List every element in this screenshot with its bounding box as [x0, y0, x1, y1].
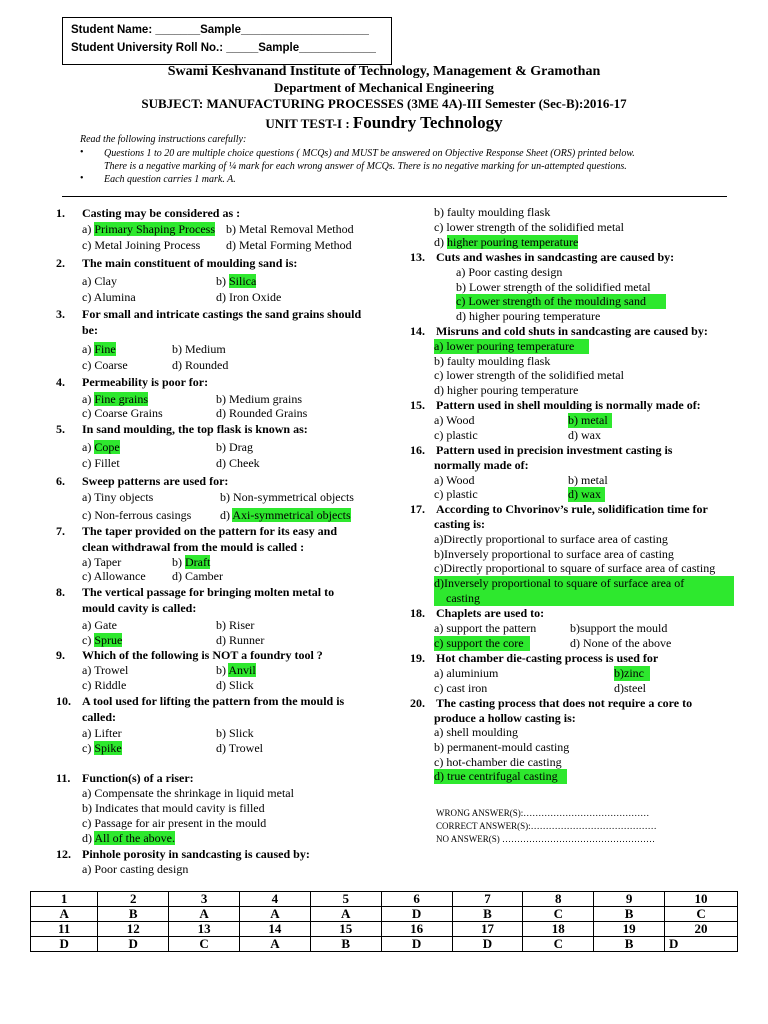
- answer-table-cell: B: [594, 937, 665, 952]
- unit-title: Foundry Technology: [352, 113, 503, 132]
- q14-option-c: c) lower strength of the solidified metal: [434, 368, 624, 382]
- q16-option-a: a) Wood: [434, 473, 475, 487]
- answer-table-cell: C: [523, 907, 594, 922]
- q2-option-c: c) Alumina: [82, 290, 136, 304]
- q15-option-c: c) plastic: [434, 428, 478, 442]
- q20-option-d: d) true centrifugal casting: [434, 769, 567, 784]
- q19-option-c: c) cast iron: [434, 681, 488, 695]
- answer-table-cell: A: [239, 937, 310, 952]
- q8-option-a: a) Gate: [82, 618, 117, 632]
- question-10-cont: called:: [82, 710, 116, 724]
- q11-option-d: d) All of the above.: [82, 831, 175, 845]
- answer-table-cell: 17: [452, 922, 523, 937]
- answer-table-cell: D: [98, 937, 169, 952]
- q6-option-d: d) Axi-symmetrical objects: [220, 508, 351, 522]
- q14-option-a: a) lower pouring temperature: [434, 339, 589, 354]
- answer-table-cell: A: [31, 907, 98, 922]
- q15-option-d: d) wax: [568, 428, 601, 442]
- answer-table-cell: 3: [169, 892, 240, 907]
- answer-table-cell: B: [98, 907, 169, 922]
- q5-option-d: d) Cheek: [216, 456, 260, 470]
- q3-option-b: b) Medium: [172, 342, 226, 356]
- q13-option-d: d) higher pouring temperature: [456, 309, 601, 323]
- q17-option-d: d)Inversely proportional to square of surface area of: [434, 576, 734, 591]
- q1-option-a: a) Primary Shaping Process: [82, 222, 215, 236]
- instructions-intro: Read the following instructions carefully:: [80, 134, 247, 145]
- q6-option-a: a) Tiny objects: [82, 490, 154, 504]
- q13-option-c: c) Lower strength of the moulding sand: [456, 294, 666, 309]
- question-3-cont: be:: [82, 323, 98, 337]
- answer-table: [30, 891, 738, 952]
- bullet-icon: •: [80, 173, 84, 184]
- answer-table-cell: D: [452, 937, 523, 952]
- unit-title-line: [0, 113, 768, 133]
- q8-option-c: c) Sprue: [82, 633, 123, 647]
- answer-table-cell: B: [310, 937, 381, 952]
- q14-option-b: b) faulty moulding flask: [434, 354, 551, 368]
- department-name: Department of Mechanical Engineering: [274, 80, 494, 95]
- answer-table-cell: B: [594, 907, 665, 922]
- q4-option-b: b) Medium grains: [216, 392, 302, 406]
- answer-table-cell: 18: [523, 922, 594, 937]
- q11-option-c: c) Passage for air present in the mould: [82, 816, 267, 830]
- answer-table-cell: 19: [594, 922, 665, 937]
- answer-table-row: [31, 922, 738, 937]
- answer-table-cell: C: [523, 937, 594, 952]
- q1-option-b: b) Metal Removal Method: [226, 222, 354, 236]
- q15-option-a: a) Wood: [434, 413, 475, 427]
- q11-option-a: a) Compensate the shrinkage in liquid metal: [82, 786, 294, 800]
- q19-option-a: a) aluminium: [434, 666, 499, 680]
- q9-option-a: a) Trowel: [82, 663, 129, 677]
- q1-option-c: c) Metal Joining Process: [82, 238, 201, 252]
- q2-option-d: d) Iron Oxide: [216, 290, 282, 304]
- answer-table-cell: B: [452, 907, 523, 922]
- answer-table-cell: C: [169, 937, 240, 952]
- instruction-1-line-1: Questions 1 to 20 are multiple choice questions ( MCQs) and MUST be answered on Objective Response Sheet (ORS) printed below.: [104, 148, 635, 159]
- q17-option-b: b)Inversely proportional to surface area of casting: [434, 547, 674, 561]
- q8-option-b: b) Riser: [216, 618, 255, 632]
- q18-option-c: c) support the core: [434, 636, 530, 651]
- q7-option-d: d) Camber: [172, 569, 223, 583]
- q10-option-c: c) Spike: [82, 741, 122, 755]
- q3-option-c: c) Coarse: [82, 358, 128, 372]
- q20-option-c: c) hot-chamber die casting: [434, 755, 562, 769]
- answer-table-cell: 4: [239, 892, 310, 907]
- wrong-answers-line: WRONG ANSWER(S):……………………………………: [436, 808, 650, 818]
- answer-table-cell: 20: [665, 922, 738, 937]
- student-info-box: [62, 17, 392, 65]
- q8-option-d: d) Runner: [216, 633, 265, 647]
- q2-option-a: a) Clay: [82, 274, 117, 288]
- q17-option-c: c)Directly proportional to square of surface area of casting: [434, 561, 716, 575]
- answer-table-cell: D: [381, 907, 452, 922]
- answer-table-cell: 5: [310, 892, 381, 907]
- divider: [62, 196, 727, 197]
- answer-table-cell: 10: [665, 892, 738, 907]
- q12-option-a: a) Poor casting design: [82, 862, 189, 876]
- q18-option-d: d) None of the above: [570, 636, 672, 650]
- answer-table-cell: 6: [381, 892, 452, 907]
- q16-option-c: c) plastic: [434, 487, 478, 501]
- q6-option-b: b) Non-symmetrical objects: [220, 490, 354, 504]
- instruction-2: Each question carries 1 mark. A.: [104, 174, 236, 185]
- q20-option-a: a) shell moulding: [434, 725, 518, 739]
- q4-option-a: a) Fine grains: [82, 392, 148, 406]
- answer-table-cell: 8: [523, 892, 594, 907]
- answer-table-cell: 16: [381, 922, 452, 937]
- q4-option-d: d) Rounded Grains: [216, 406, 308, 420]
- q1-option-d: d) Metal Forming Method: [226, 238, 352, 252]
- q18-option-a: a) support the pattern: [434, 621, 537, 635]
- answer-table-cell: 13: [169, 922, 240, 937]
- answer-table-row: [31, 907, 738, 922]
- q3-option-a: a) Fine: [82, 342, 116, 356]
- q13-option-a: a) Poor casting design: [456, 265, 563, 279]
- instruction-1-line-2: There is a negative marking of ¼ mark for each wrong answer of MCQs. There is no negative marking for un-attempted questions.: [104, 161, 627, 172]
- q7-option-b: b) Draft: [172, 555, 211, 569]
- answer-table-cell: A: [239, 907, 310, 922]
- q10-option-a: a) Lifter: [82, 726, 122, 740]
- answer-table-cell: 1: [31, 892, 98, 907]
- q5-option-b: b) Drag: [216, 440, 253, 454]
- q10-option-b: b) Slick: [216, 726, 254, 740]
- q7-option-c: c) Allowance: [82, 569, 146, 583]
- q17-option-a: a)Directly proportional to surface area of casting: [434, 532, 668, 546]
- q3-option-d: d) Rounded: [172, 358, 229, 372]
- answer-table-cell: D: [665, 937, 738, 952]
- answer-table-cell: A: [310, 907, 381, 922]
- q13-option-b: b) Lower strength of the solidified metal: [456, 280, 651, 294]
- q5-option-a: a) Cope: [82, 440, 120, 454]
- q9-option-d: d) Slick: [216, 678, 254, 692]
- bullet-icon: •: [80, 147, 84, 158]
- answer-table-cell: 2: [98, 892, 169, 907]
- answer-table-cell: 12: [98, 922, 169, 937]
- question-7-cont: clean withdrawal from the mould is called :: [82, 540, 305, 554]
- answer-table-cell: 9: [594, 892, 665, 907]
- q12-option-b: b) faulty moulding flask: [434, 205, 551, 219]
- q9-option-b: b) Anvil: [216, 663, 256, 677]
- q12-option-d: d) higher pouring temperature: [434, 235, 579, 249]
- question-17-cont: casting is:: [434, 517, 485, 531]
- answer-table-cell: D: [31, 937, 98, 952]
- q19-option-d: d)steel: [614, 681, 646, 695]
- correct-answers-line: CORRECT ANSWER(S):……………………………………: [436, 821, 657, 831]
- q11-option-b: b) Indicates that mould cavity is filled: [82, 801, 265, 815]
- answer-table-cell: C: [665, 907, 738, 922]
- q18-option-b: b)support the mould: [570, 621, 668, 635]
- answer-table-cell: 11: [31, 922, 98, 937]
- no-answers-line: NO ANSWER(S) ……………………………………………: [436, 834, 656, 844]
- q10-option-d: d) Trowel: [216, 741, 264, 755]
- question-16-cont: normally made of:: [434, 458, 529, 472]
- q15-option-b: b) metal: [568, 413, 612, 428]
- q19-option-b: b)zinc: [614, 666, 650, 681]
- unit-prefix: UNIT TEST-I :: [265, 116, 353, 131]
- q12-option-c: c) lower strength of the solidified metal: [434, 220, 624, 234]
- student-name-line: Student Name: _______Sample____________________: [71, 24, 369, 36]
- q16-option-d: d) wax: [568, 487, 605, 502]
- q2-option-b: b) Silica: [216, 274, 257, 288]
- answer-table-cell: D: [381, 937, 452, 952]
- q9-option-c: c) Riddle: [82, 678, 127, 692]
- answer-table-cell: 7: [452, 892, 523, 907]
- q20-option-b: b) permanent-mould casting: [434, 740, 570, 754]
- question-8-cont: mould cavity is called:: [82, 601, 197, 615]
- student-roll-line: Student University Roll No.: _____Sample____________: [71, 42, 376, 54]
- answer-table-cell: 14: [239, 922, 310, 937]
- q5-option-c: c) Fillet: [82, 456, 120, 470]
- q14-option-d: d) higher pouring temperature: [434, 383, 579, 397]
- q16-option-b: b) metal: [568, 473, 608, 487]
- question-20-cont: produce a hollow casting is:: [434, 711, 576, 725]
- q6-option-c: c) Non-ferrous casings: [82, 508, 192, 522]
- q17-option-d-cont: casting: [434, 591, 734, 606]
- answer-table-cell: A: [169, 907, 240, 922]
- q4-option-c: c) Coarse Grains: [82, 406, 163, 420]
- subject-line: SUBJECT: MANUFACTURING PROCESSES (3ME 4A)-III Semester (Sec-B):2016-17: [141, 96, 627, 111]
- answer-table-row: [31, 937, 738, 952]
- answer-table-row: [31, 892, 738, 907]
- answer-table-cell: 15: [310, 922, 381, 937]
- q7-option-a: a) Taper: [82, 555, 122, 569]
- institute-name: Swami Keshvanand Institute of Technology, Management & Gramothan: [167, 64, 601, 79]
